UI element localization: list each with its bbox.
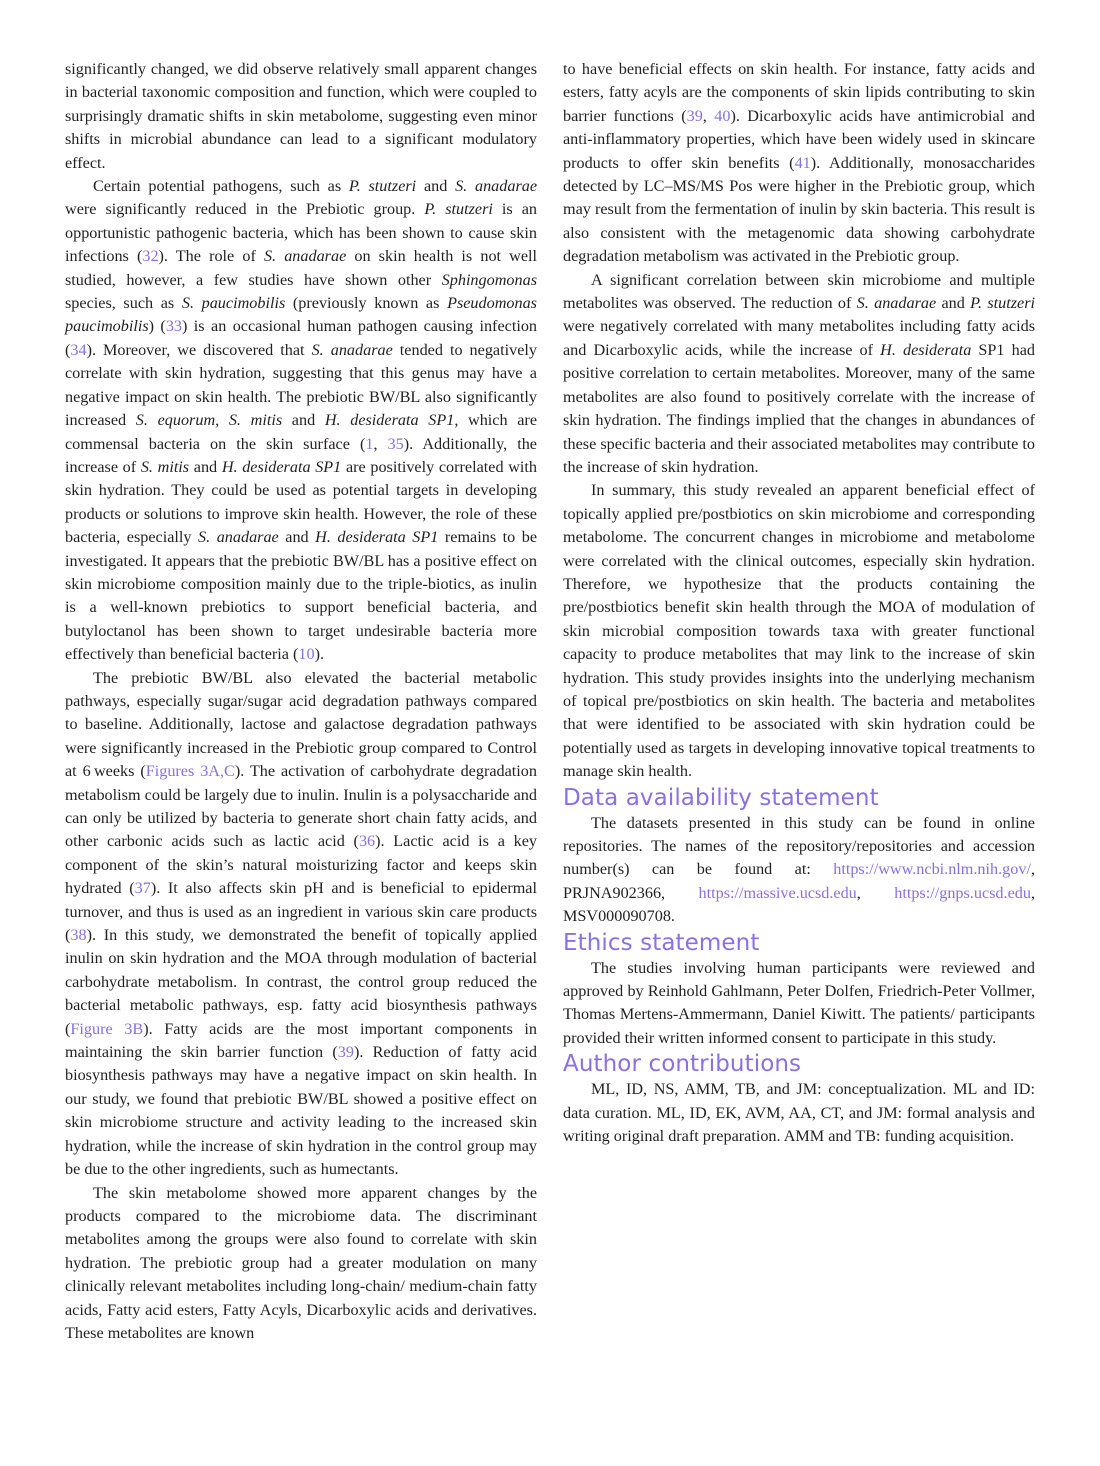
text-run: The studies involving human participants were reviewed and approved by Reinhold Gahlmann, Peter Dolfen, Friedrich-Peter Vollmer, Thomas Mertens-Ammermann, Daniel Kiwitt. The patients/ participants provided their written informed consent to participate in this study. (563, 958, 1035, 1047)
species-name: S. paucimobilis (181, 294, 286, 313)
species-name: S. anadarae (263, 247, 347, 266)
text-run: and (282, 411, 325, 430)
citation-link[interactable]: 34 (70, 340, 87, 359)
citation-link[interactable]: 35 (387, 434, 404, 453)
ncbi-link[interactable]: https://www.ncbi.nlm.nih.gov/ (833, 860, 1031, 879)
species-name: S. mitis (140, 457, 190, 476)
text-run: ). Moreover, we discovered that (86, 340, 312, 359)
text-run: In summary, this study revealed an apparent beneficial effect of topically applied pre/postbiotics on skin microbiome and corresponding metabolome. The concurrent changes in microbiome and metabolome were correlated with the clinical outcomes, especially skin hydration. Therefore, we hypothesize that the products containing the pre/postbiotics benefit skin health through the MOA of modulation of skin microbial composition towards taxa with greater functional capacity to produce metabolites that may link to the increase of skin hydration. This study provides insights into the underlying mechanism of topical pre/postbiotics on skin health. The bacteria and metabolites that were identified to be associated with skin hydration could be potentially used as targets in developing innovative topical treatments to manage skin health. (563, 481, 1035, 781)
species-name: H. desiderata SP1 (221, 457, 342, 476)
text-run: and (936, 294, 971, 313)
text-run: ). In this study, we demonstrated the benefit of topically applied inulin on skin hydration and the MOA through modulation of bacterial carbohydrate metabolism. In contrast, the control group reduced the bacterial metabolic pathways, esp. fatty acid biosynthesis pathways ( (65, 926, 537, 1038)
text-run: is an opportunistic pathogenic bacteria, which has been shown to cause skin infections ( (65, 200, 537, 266)
figure-link[interactable]: Figures 3A,C (145, 762, 235, 781)
text-run: , which are commensal bacteria on the skin surface ( (65, 411, 538, 453)
paragraph-summary (563, 479, 1035, 783)
text-run: The prebiotic BW/BL also elevated the bacterial metabolic pathways, especially sugar/sugar acid degradation pathways compared to baseline. Additionally, lactose and galactose degradation pathways were significantly increased in the Prebiotic group compared to Control at 6 weeks ( (65, 668, 537, 781)
massive-link[interactable]: https://massive.ucsd.edu (698, 883, 857, 902)
paragraph-continuation (563, 58, 1035, 269)
text-run: The skin metabolome showed more apparent changes by the products compared to the microbiome data. The discriminant metabolites among the groups were also found to correlate with skin hydration. The prebiotic group had a greater modulation on many clinically relevant metabolites including long-chain/ medium-chain fatty acids, Fatty acid esters, Fatty Acyls, Dicarboxylic acids and derivatives. These metabolites are known (65, 1183, 537, 1342)
species-name: S. anadarae (198, 528, 279, 547)
text-run: were significantly reduced in the Prebiotic group. (65, 200, 425, 219)
citation-link[interactable]: 37 (134, 879, 151, 898)
text-run: ). Dicarboxylic acids have antimicrobial and anti-inflammatory properties, which have been widely used in skincare products to offer skin benefits ( (563, 106, 1035, 172)
species-name: S. anadarae (455, 177, 538, 196)
figure-link[interactable]: Figure 3B (70, 1019, 144, 1038)
species-name: H. desiderata SP1 (315, 528, 439, 547)
text-run: ML, ID, NS, AMM, TB, and JM: conceptualization. ML and ID: data curation. ML, ID, EK, AVM, AA, CT, and JM: formal analysis and writing original draft preparation. AMM and TB: funding acquisition. (563, 1080, 1035, 1146)
text-run: are positively correlated with skin hydration. They could be used as potential targets in developing products or solutions to improve skin health. However, the role of these bacteria, especially (65, 457, 538, 547)
gnps-link[interactable]: https://gnps.ucsd.edu (894, 883, 1031, 902)
text-run: significantly changed, we did observe relatively small apparent changes in bacterial taxonomic composition and function, which were coupled to surprisingly dramatic shifts in skin metabolome, suggesting even minor shifts in microbial abundance can lead to a significant modulatory effect. (65, 60, 537, 172)
species-name: P. stutzeri (970, 294, 1035, 313)
text-run: and (416, 177, 456, 196)
citation-link[interactable]: 36 (358, 832, 376, 851)
citation-link[interactable]: 39 (686, 106, 703, 125)
text-run: ) ( (148, 317, 166, 336)
text-run: ). The activation of carbohydrate degradation metabolism could be largely due to inulin. Inulin is a polysaccharide and can only be utilized by bacteria to generate short chain fatty acids, and other carbonic acids such as lactic acid ( (65, 762, 537, 851)
species-name: P. stutzeri (424, 200, 493, 219)
heading-ethics-statement: Ethics statement (563, 929, 760, 956)
citation-link[interactable]: 40 (714, 106, 731, 125)
paragraph-author-contributions (563, 1078, 1035, 1148)
text-run: to have beneficial effects on skin health. For instance, fatty acids and esters, fatty acyls are the components of skin lipids contributing to skin barrier functions ( (563, 60, 1035, 125)
heading-author-contributions: Author contributions (563, 1051, 802, 1078)
species-name: S. anadarae (856, 294, 937, 313)
citation-link[interactable]: 38 (70, 926, 87, 945)
paragraph-data-availability (563, 812, 1035, 929)
paragraph-continuation (65, 58, 537, 175)
text-run: ). Lactic acid is a key component of the skin’s natural moisturizing factor and keeps skin hydrated ( (65, 832, 537, 898)
citation-link[interactable]: 39 (337, 1043, 354, 1062)
species-name: H. desiderata SP1 (324, 411, 455, 430)
text-run: ). Fatty acids are the most important components in maintaining the skin barrier function ( (65, 1019, 538, 1062)
text-run: ). The role of (158, 247, 264, 266)
text-run: ) is an occasional human pathogen causing infection ( (65, 317, 538, 359)
citation-link[interactable]: 32 (142, 247, 159, 266)
text-run: tended to negatively correlate with skin hydration, suggesting that this genus may have a negative impact on skin health. The prebiotic BW/BL also significantly increased (65, 340, 537, 430)
citation-link[interactable]: 1 (365, 434, 374, 453)
species-name: Sphingomonas (441, 270, 537, 289)
text-run: ). Additionally, the increase of (65, 434, 537, 476)
right-column (563, 58, 1035, 1148)
text-run: , MSV000090708. (563, 883, 1035, 926)
text-run: and (189, 457, 222, 476)
text-run: ). Additionally, monosaccharides detected by LC–MS/MS Pos were higher in the Prebiotic group, which may result from the fermentation of inulin by skin bacteria. This result is also consistent with the metagenomic data showing carbohydrate degradation metabolism was activated in the Prebiotic group. (563, 153, 1035, 266)
text-run: , (856, 883, 895, 902)
paragraph-correlation (563, 269, 1035, 480)
paragraph-pathogens (65, 175, 537, 667)
text-run: and (278, 528, 316, 547)
citation-link[interactable]: 33 (165, 317, 183, 336)
text-run: SP1 had positive correlation to certain metabolites. Moreover, many of the same metabolites are also found to positively correlate with the increase of skin hydration. The findings implied that the changes in abundances of these specific bacteria and their associated metabolites may contribute to the increase of skin hydration. (563, 340, 1035, 476)
species-name: S. anadarae (311, 340, 393, 359)
species-name: S. equorum, S. mitis (135, 411, 283, 430)
citation-link[interactable]: 41 (794, 153, 811, 172)
text-run: , (373, 434, 388, 453)
text-run: ). (314, 645, 325, 664)
paragraph-metabolic-pathways (65, 667, 537, 1182)
text-run: species, such as (65, 294, 182, 313)
text-run: were negatively correlated with many metabolites including fatty acids and Dicarboxylic acids, while the increase of (563, 317, 1035, 359)
text-run: , (702, 106, 715, 125)
paragraph-metabolome (65, 1182, 537, 1346)
species-name: Pseudomonas paucimobilis (65, 294, 537, 336)
text-run: remains to be investigated. It appears that the prebiotic BW/BL has a positive effect on skin microbiome composition mainly due to the triple-biotics, as inulin is a well-known prebiotics to support beneficial bacteria, and butyloctanol has been shown to target undesirable bacteria more effectively than beneficial bacteria ( (65, 528, 538, 664)
text-run: on skin health is not well studied, however, a few studies have shown other (65, 247, 538, 289)
article-page (65, 58, 1035, 1458)
text-run: The datasets presented in this study can be found in online repositories. The names of the repository/repositories and accession number(s) can be found at: (563, 813, 1035, 879)
text-run: ). It also affects skin pH and is beneficial to epidermal turnover, and thus is used as an ingredient in various skin care products ( (65, 879, 537, 945)
heading-data-availability: Data availability statement (563, 784, 879, 811)
text-run: (previously known as (285, 294, 448, 313)
species-name: H. desiderata (880, 340, 972, 359)
left-column (65, 58, 537, 1345)
text-run: Certain potential pathogens, such as (93, 177, 349, 196)
species-name: P. stutzeri (348, 177, 417, 196)
citation-link[interactable]: 10 (298, 645, 315, 664)
text-run: A significant correlation between skin microbiome and multiple metabolites was observed. The reduction of (563, 270, 1035, 313)
text-run: , PRJNA902366, (563, 860, 1035, 902)
paragraph-ethics (563, 957, 1035, 1051)
text-run: ). Reduction of fatty acid biosynthesis pathways may have a negative impact on skin health. In our study, we found that prebiotic BW/BL showed a positive effect on skin microbiome structure and activity leading to the increased skin hydration, while the increase of skin hydration in the control group may be due to the other ingredients, such as humectants. (65, 1043, 537, 1179)
